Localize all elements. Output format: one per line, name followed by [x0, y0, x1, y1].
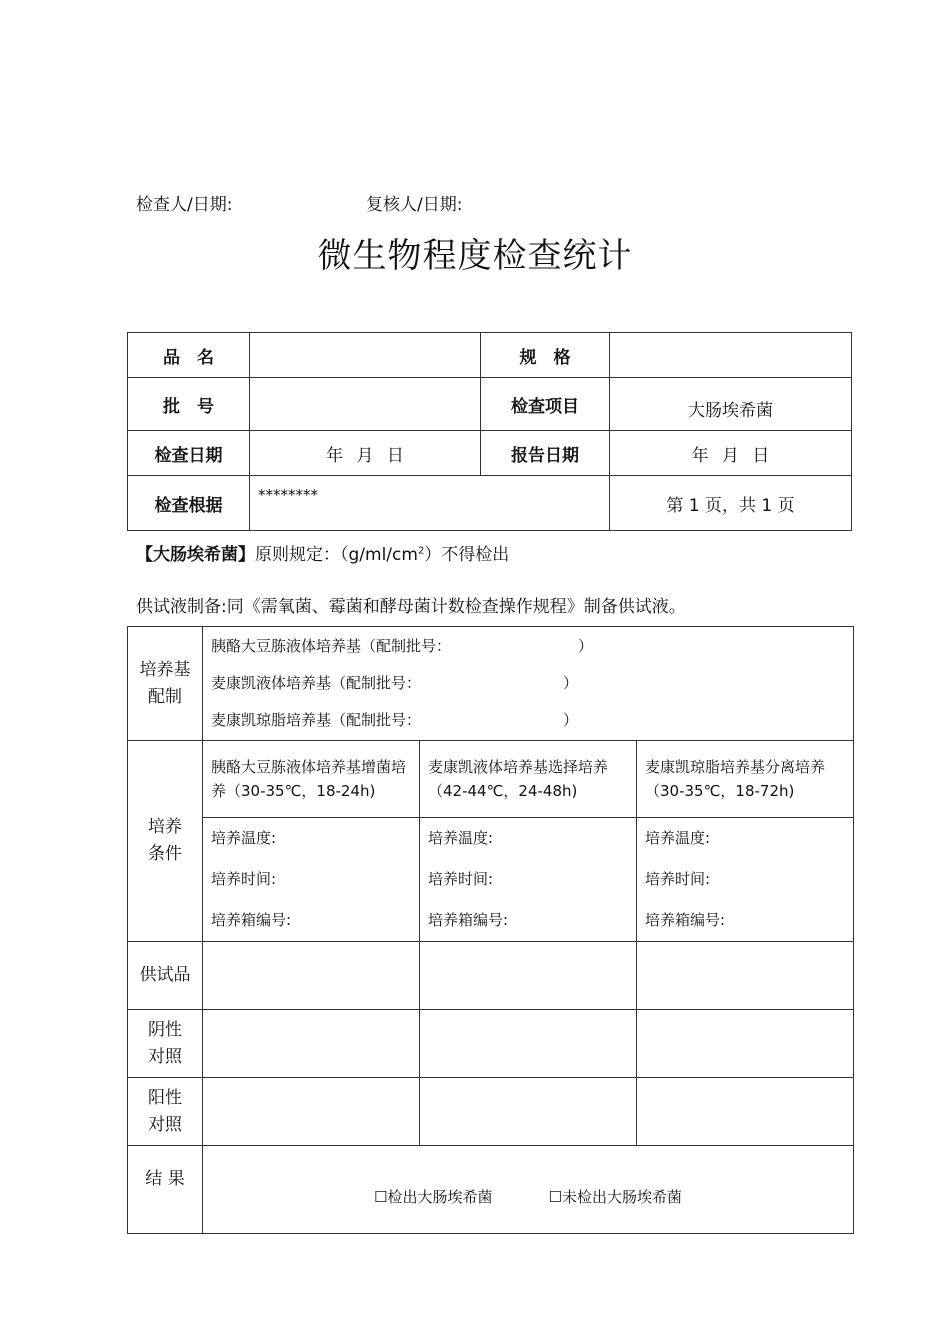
product-name-value[interactable] — [250, 333, 481, 378]
medium-item-text: 麦康凯液体培养基（配制批号： — [211, 674, 422, 692]
info-table — [127, 332, 852, 531]
inspector-signature-label: 检查人/日期: — [136, 195, 233, 215]
batch-label: 批 号 — [128, 378, 250, 431]
sample-prep-text: 供试液制备:同《需氧菌、霉菌和酵母菌计数检查操作规程》制备供试液。 — [136, 597, 686, 617]
batch-value[interactable] — [250, 378, 481, 431]
incubator-label: 培养箱编号: — [211, 911, 292, 929]
basis-value: ******** — [250, 476, 610, 531]
medium-item-text: 胰酪大豆胨液体培养基（配制批号： — [211, 637, 452, 655]
result-row — [128, 1146, 854, 1234]
medium-item-close: ） — [578, 637, 594, 655]
rule-bold-label: 【大肠埃希菌】 — [136, 545, 255, 565]
sample-cell[interactable] — [420, 942, 637, 1010]
temp-label: 培养温度: — [428, 829, 494, 847]
positive-control-label: 阳性 对照 — [128, 1078, 203, 1146]
spec-value[interactable] — [610, 333, 852, 378]
main-table — [127, 626, 854, 1234]
result-label: 结 果 — [128, 1146, 203, 1234]
sample-label: 供试品 — [128, 942, 203, 1010]
condition-detail-row — [128, 818, 854, 942]
negative-control-row — [128, 1010, 854, 1078]
report-date-label: 报告日期 — [481, 431, 610, 476]
medium-label: 培养基 配制 — [128, 627, 203, 741]
test-date-label: 检查日期 — [128, 431, 250, 476]
report-date-value[interactable]: 年 月 日 — [610, 431, 852, 476]
negative-control-cell[interactable] — [420, 1010, 637, 1078]
negative-control-cell[interactable] — [637, 1010, 854, 1078]
condition-detail-2 — [420, 818, 637, 942]
info-row-dates — [128, 431, 852, 476]
reviewer-signature-label: 复核人/日期: — [366, 195, 463, 215]
test-date-value[interactable]: 年 月 日 — [250, 431, 481, 476]
sample-cell[interactable] — [203, 942, 420, 1010]
condition-1: 胰酪大豆胨液体培养基增菌培养（30-35℃，18-24h) — [203, 741, 420, 818]
medium-item-close: ） — [563, 674, 579, 692]
time-label: 培养时间: — [645, 870, 711, 888]
medium-list — [203, 627, 854, 741]
page-info: 第 1 页，共 1 页 — [610, 476, 852, 531]
sample-cell[interactable] — [637, 942, 854, 1010]
condition-3: 麦康凯琼脂培养基分离培养（30-35℃，18-72h) — [637, 741, 854, 818]
basis-label: 检查根据 — [128, 476, 250, 531]
page-title: 微生物程度检查统计 — [317, 236, 633, 276]
medium-item — [203, 628, 853, 665]
medium-item-close: ） — [563, 711, 579, 729]
temp-label: 培养温度: — [211, 829, 277, 847]
spec-label: 规 格 — [481, 333, 610, 378]
condition-2: 麦康凯液体培养基选择培养（42-44℃，24-48h) — [420, 741, 637, 818]
result-detected-checkbox[interactable]: ☐检出大肠埃希菌 — [374, 1188, 493, 1206]
condition-detail-1 — [203, 818, 420, 942]
result-options — [203, 1146, 854, 1234]
positive-control-cell[interactable] — [420, 1078, 637, 1146]
medium-item-text: 麦康凯琼脂培养基（配制批号： — [211, 711, 422, 729]
time-label: 培养时间: — [428, 870, 494, 888]
temp-label: 培养温度: — [645, 829, 711, 847]
rule-text-after: ）不得检出 — [424, 545, 510, 565]
test-item-value: 大肠埃希菌 — [610, 378, 852, 431]
result-not-detected-checkbox[interactable]: ☐未检出大肠埃希菌 — [548, 1188, 682, 1206]
info-row-basis — [128, 476, 852, 531]
medium-item — [203, 665, 853, 702]
product-name-label: 品 名 — [128, 333, 250, 378]
condition-header-row — [128, 741, 854, 818]
incubator-label: 培养箱编号: — [645, 911, 726, 929]
rule-statement — [136, 540, 509, 565]
time-label: 培养时间: — [211, 870, 277, 888]
positive-control-cell[interactable] — [637, 1078, 854, 1146]
rule-text-before: 原则规定：（g/ml/cm — [255, 545, 418, 565]
positive-control-row — [128, 1078, 854, 1146]
info-row-product — [128, 333, 852, 378]
condition-detail-3 — [637, 818, 854, 942]
test-item-label: 检查项目 — [481, 378, 610, 431]
condition-label: 培养 条件 — [128, 741, 203, 942]
incubator-label: 培养箱编号: — [428, 911, 509, 929]
sample-row — [128, 942, 854, 1010]
negative-control-label: 阴性 对照 — [128, 1010, 203, 1078]
rule-superscript: 2 — [417, 545, 425, 557]
info-row-batch — [128, 378, 852, 431]
positive-control-cell[interactable] — [203, 1078, 420, 1146]
medium-row — [128, 627, 854, 741]
medium-item — [203, 702, 853, 739]
negative-control-cell[interactable] — [203, 1010, 420, 1078]
